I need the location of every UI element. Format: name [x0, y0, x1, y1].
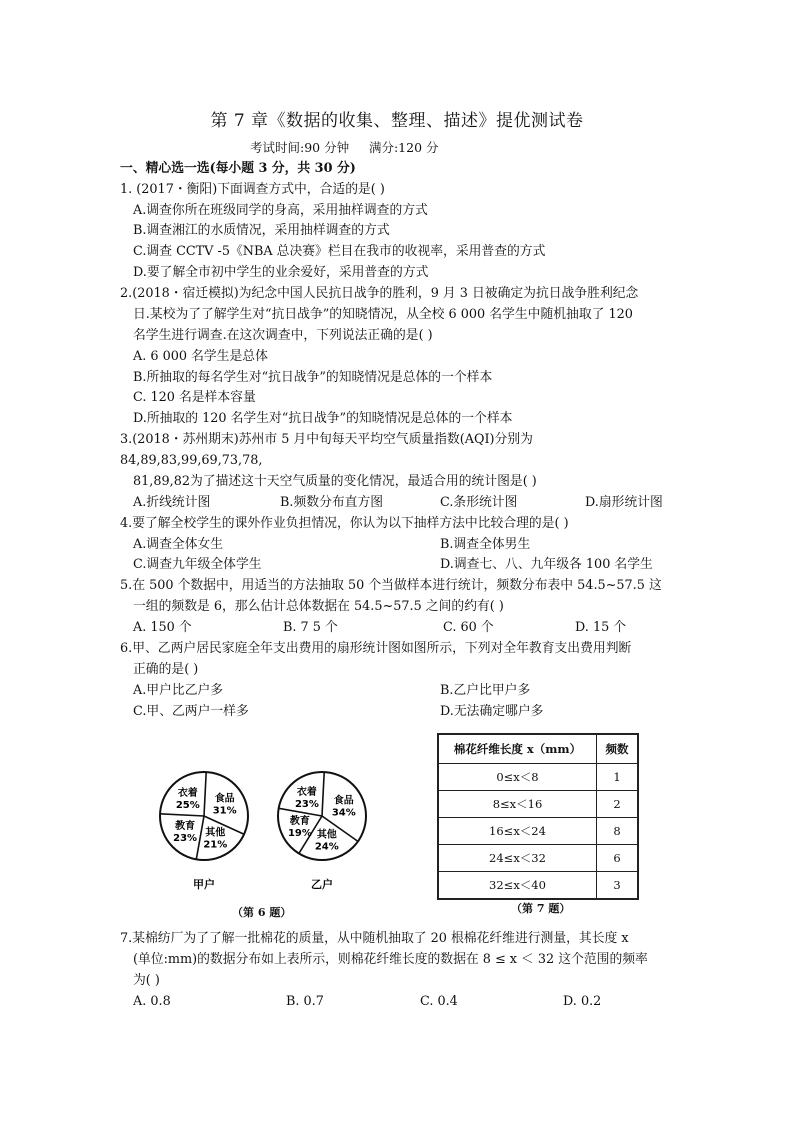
question-2-option-c: C. 120 名是样本容量 [133, 390, 256, 405]
pie-1-slice-percent: 31% [212, 805, 237, 817]
pie-1-name: 甲户 [193, 878, 215, 891]
pie-2-slice-percent: 23% [294, 799, 319, 811]
pie-1-slice-percent: 25% [175, 800, 200, 812]
pie-2-slice-percent: 34% [331, 807, 356, 819]
table-cell-range: 8≤x＜16 [438, 791, 597, 818]
question-4-option-c: C.调查九年级全体学生 [133, 557, 262, 572]
question-6-option-d: D.无法确定哪户多 [440, 704, 544, 719]
table-cell-frequency: 3 [597, 872, 639, 900]
pie-2-slice-label: 食品 [333, 795, 354, 807]
question-2-option-b: B.所抽取的每名学生对“抗日战争”的知晓情况是总体的一个样本 [133, 370, 493, 385]
pie-2-slice-label: 教育 [289, 815, 310, 827]
table-cell-frequency: 1 [597, 764, 639, 791]
question-5-option-b: B. 7 5 个 [283, 620, 338, 635]
question-5-option-d: D. 15 个 [575, 620, 627, 635]
figure-6-caption: （第 6 题） [232, 906, 292, 919]
pie-1-slice-label: 其他 [205, 827, 226, 839]
exam-info: 考试时间:90 分钟 满分:120 分 [250, 140, 439, 155]
question-7-stem: 为( ) [133, 973, 160, 988]
question-3-option-b: B.频数分布直方图 [280, 495, 384, 510]
question-2-stem: 名学生进行调查.在这次调查中，下列说法正确的是( ) [133, 328, 433, 343]
question-3-stem: 81,89,82为了描述这十天空气质量的变化情况，最适合用的统计图是( ) [133, 474, 537, 489]
question-6-option-b: B.乙户比甲户多 [440, 683, 531, 698]
question-5-stem: 5.在 500 个数据中，用适当的方法抽取 50 个当做样本进行统计，频数分布表中 54.5~57.5 这 [120, 578, 662, 593]
question-4-option-b: B.调查全体男生 [440, 537, 531, 552]
question-3-stem: 84,89,83,99,69,73,78, [120, 453, 263, 468]
table-cell-frequency: 8 [597, 818, 639, 845]
table-cell-frequency: 6 [597, 845, 639, 872]
question-4-option-d: D.调查七、八、九年级各 100 名学生 [440, 557, 653, 572]
pie-2-slice-label: 衣着 [296, 787, 317, 799]
pie-2-slice-percent: 19% [287, 827, 312, 839]
table-cell-range: 0≤x＜8 [438, 764, 597, 791]
question-7-option-d: D. 0.2 [563, 994, 602, 1009]
question-6-option-c: C.甲、乙两户一样多 [133, 704, 249, 719]
table-cell-range: 24≤x＜32 [438, 845, 597, 872]
question-3-option-c: C.条形统计图 [440, 495, 518, 510]
question-2-option-a: A. 6 000 名学生是总体 [133, 349, 268, 364]
question-7-option-b: B. 0.7 [286, 994, 324, 1009]
question-1-option-d: D.要了解全市初中学生的业余爱好，采用普查的方式 [133, 265, 429, 280]
question-7-option-a: A. 0.8 [133, 994, 171, 1009]
question-4-option-a: A.调查全体女生 [133, 537, 224, 552]
page-title: 第 7 章《数据的收集、整理、描述》提优测试卷 [210, 111, 584, 131]
question-5-option-c: C. 60 个 [443, 620, 494, 635]
table-row [438, 764, 638, 791]
table-row [438, 872, 638, 900]
table-cell-frequency: 2 [597, 791, 639, 818]
question-2-stem: 2.(2018・宿迁模拟)为纪念中国人民抗日战争的胜利，9 月 3 日被确定为抗日战争胜利纪念 [120, 286, 639, 301]
section-heading: 一、精心选一选(每小题 3 分，共 30 分) [120, 161, 356, 176]
pie-charts-figure [150, 760, 390, 920]
pie-2-slice-percent: 24% [314, 841, 339, 853]
question-2-stem: 日.某校为了了解学生对“抗日战争”的知晓情况，从全校 6 000 名学生中随机抽取了 120 [133, 307, 633, 322]
question-3-option-a: A.折线统计图 [133, 495, 211, 510]
question-6-stem: 6.甲、乙两户居民家庭全年支出费用的扇形统计图如图所示，下列对全年教育支出费用判断 [120, 641, 632, 656]
table-header-row [438, 734, 638, 764]
question-1-stem: 1. (2017・衡阳)下面调查方式中，合适的是( ) [120, 182, 385, 197]
question-7-stem: 7.某棉纺厂为了了解一批棉花的质量，从中随机抽取了 20 根棉花纤维进行测量，其长度 x [120, 931, 629, 946]
pie-1-slice-label: 食品 [214, 793, 235, 805]
question-6-option-a: A.甲户比乙户多 [133, 683, 224, 698]
pie-2-name: 乙户 [311, 878, 333, 891]
table-row [438, 845, 638, 872]
question-7-option-c: C. 0.4 [420, 994, 458, 1009]
table-cell-range: 16≤x＜24 [438, 818, 597, 845]
question-3-option-d: D.扇形统计图 [585, 495, 663, 510]
question-1-option-a: A.调查你所在班级同学的身高，采用抽样调查的方式 [133, 203, 428, 218]
pie-1-slice-percent: 21% [203, 839, 228, 851]
table-header-frequency: 频数 [597, 734, 639, 764]
question-3-stem: 3.(2018・苏州期末)苏州市 5 月中旬每天平均空气质量指数(AQI)分别为 [120, 432, 533, 447]
question-5-stem: 一组的频数是 6，那么估计总体数据在 54.5~57.5 之间的约有( ) [133, 599, 504, 614]
figure-7-caption: （第 7 题） [511, 902, 571, 915]
pie-1-slice-percent: 23% [173, 833, 198, 845]
question-4-stem: 4.要了解全校学生的课外作业负担情况，你认为以下抽样方法中比较合理的是( ) [120, 516, 569, 531]
frequency-table [437, 733, 639, 900]
question-1-option-b: B.调查湘江的水质情况，采用抽样调查的方式 [133, 223, 390, 238]
table-row [438, 818, 638, 845]
table-row [438, 791, 638, 818]
question-7-stem: (单位:mm)的数据分布如上表所示，则棉花纤维长度的数据在 8 ≤ x ＜ 32 这个范围的频率 [133, 952, 648, 967]
question-2-option-d: D.所抽取的 120 名学生对“抗日战争”的知晓情况是总体的一个样本 [133, 411, 513, 426]
question-6-stem: 正确的是( ) [133, 662, 199, 677]
pie-2-slice-label: 其他 [316, 829, 337, 841]
table-cell-range: 32≤x＜40 [438, 872, 597, 900]
question-5-option-a: A. 150 个 [133, 620, 192, 635]
question-1-option-c: C.调查 CCTV -5《NBA 总决赛》栏目在我市的收视率，采用普查的方式 [133, 244, 546, 259]
table-header-range: 棉花纤维长度 x（mm） [438, 734, 597, 764]
pie-1-slice-label: 衣着 [177, 788, 198, 800]
pie-1-slice-label: 教育 [175, 821, 196, 833]
